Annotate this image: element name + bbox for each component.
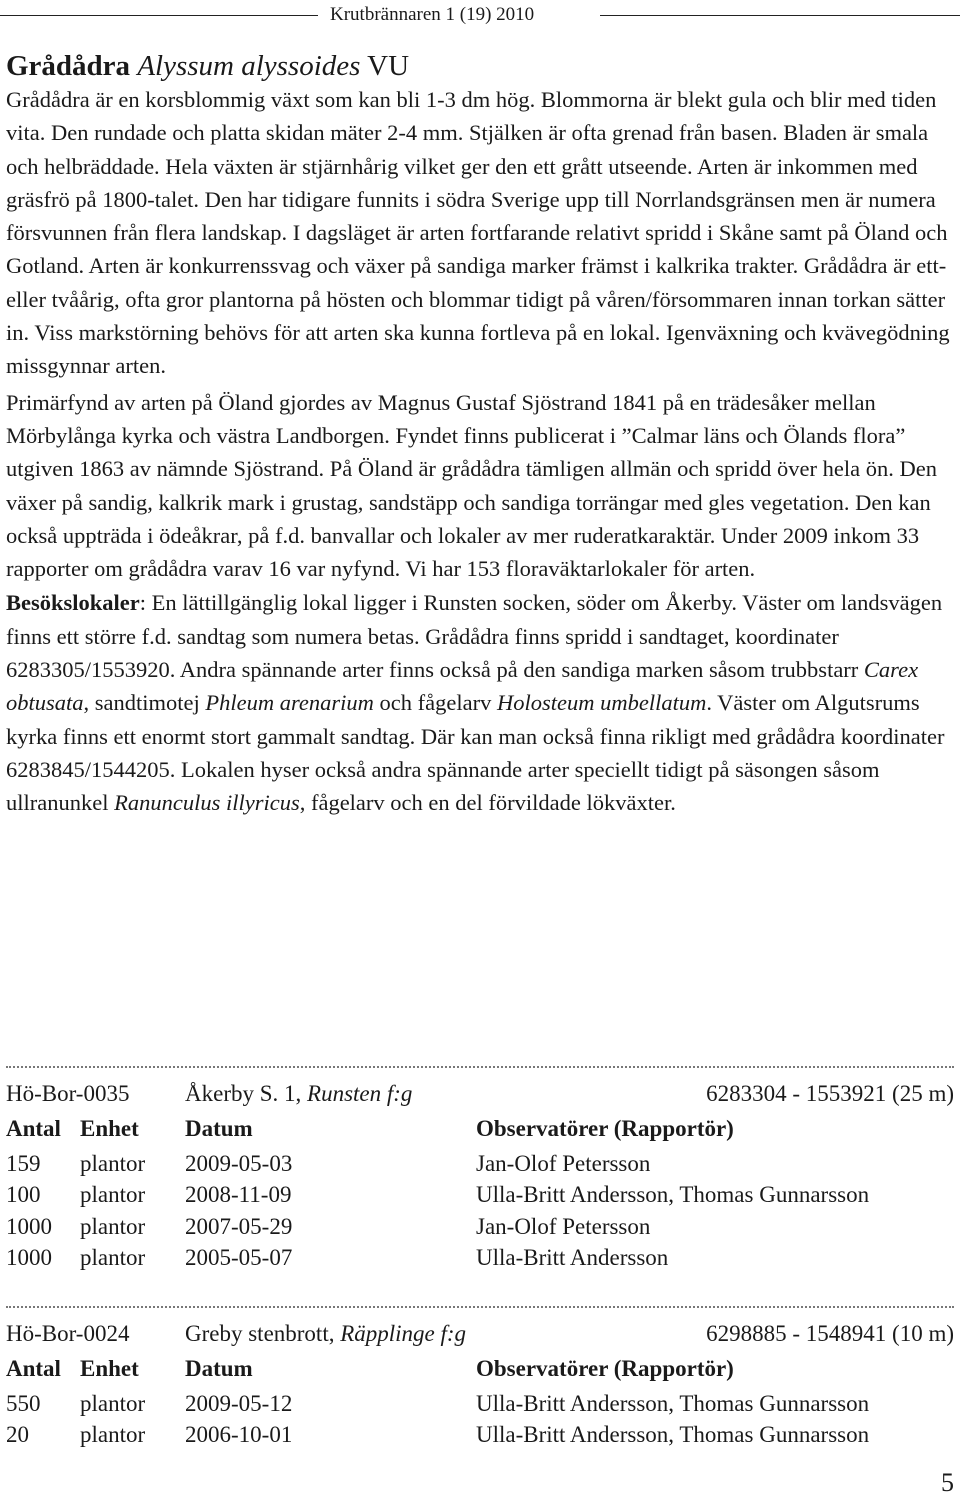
col-header-datum: Datum xyxy=(185,1355,253,1381)
table-row xyxy=(6,1148,954,1180)
site-place: Greby stenbrott, xyxy=(185,1321,341,1346)
table-row xyxy=(6,1419,954,1451)
section-divider xyxy=(6,1066,954,1068)
cell-datum: 2007-05-29 xyxy=(185,1213,293,1239)
cell-datum: 2008-11-09 xyxy=(185,1182,292,1207)
visit-text: : En lättillgänglig lokal ligger i Runsten socken, söder om Åkerby. Väster om landsvägen finns ett större f.d. sandtag som numera betas. Grådådra finns spridd i sandtaget, koordinater 6283305/1553920. Andra spännande arter finns också på den sandiga marken såsom trubbstarr xyxy=(6,590,943,683)
cell-observers: Ulla-Britt Andersson, Thomas Gunnarsson xyxy=(476,1422,870,1447)
species-heading xyxy=(6,49,954,83)
site-parish: Räpplinge f:g xyxy=(340,1321,467,1346)
header-rule-right xyxy=(600,15,960,16)
table-row xyxy=(6,1179,954,1211)
running-header xyxy=(0,2,960,30)
site-parish: Runsten f:g xyxy=(307,1081,413,1106)
site-id: Hö-Bor-0024 xyxy=(6,1321,130,1346)
visit-paragraph xyxy=(6,586,954,819)
site-header-row xyxy=(6,1078,954,1110)
site-table xyxy=(6,1318,954,1451)
cell-observers: Jan-Olof Petersson xyxy=(476,1150,651,1176)
section-divider xyxy=(6,1306,954,1308)
col-header-antal: Antal xyxy=(6,1115,61,1141)
history-paragraph: Primärfynd av arten på Öland gjordes av Magnus Gustaf Sjöstrand 1841 på en trädesåker mellan Mörbylånga kyrka och västra Landborgen. Fyndet finns publicerat i ”Calmar läns och Ölands flora” utgiven 1863 av nämnde Sjöstrand. På Öland är grådådra tämligen allmän och spridd över hela ön. Den växer på sandig, kalkrik mark i grustag, sandstäpp och sandiga torrängar med gles vegetation. Den kan också uppträda i ödeåkrar, på f.d. banvallar och lokaler av mer ruderatkaraktär. Under 2009 inkom 33 rapporter om grådådra varav 16 var nyfynd. Vi har 153 floraväktarlokaler för arten. xyxy=(6,389,937,582)
cell-antal: 1000 xyxy=(6,1213,52,1239)
species-common-name: Grådådra xyxy=(6,50,131,82)
page-number: 5 xyxy=(941,1468,954,1497)
cell-antal: 1000 xyxy=(6,1245,52,1270)
table-row xyxy=(6,1211,954,1243)
cell-enhet: plantor xyxy=(80,1390,146,1416)
col-header-observers: Observatörer (Rapportör) xyxy=(476,1115,734,1141)
cell-enhet: plantor xyxy=(80,1245,146,1270)
site-coordinates: 6298885 - 1548941 (10 m) xyxy=(706,1321,954,1346)
cell-enhet: plantor xyxy=(80,1182,146,1207)
journal-title: Krutbrännaren 1 (19) 2010 xyxy=(330,4,535,25)
cell-observers: Ulla-Britt Andersson, Thomas Gunnarsson xyxy=(476,1182,870,1207)
col-header-datum: Datum xyxy=(185,1115,253,1141)
article-body xyxy=(6,49,954,820)
cell-antal: 159 xyxy=(6,1150,41,1176)
visit-text: , sandtimotej xyxy=(83,690,206,716)
cell-datum: 2009-05-03 xyxy=(185,1150,293,1176)
table-row xyxy=(6,1242,954,1274)
cell-observers: Ulla-Britt Andersson xyxy=(476,1245,669,1270)
table-header-row xyxy=(6,1350,954,1388)
table-row xyxy=(6,1388,954,1420)
cell-enhet: plantor xyxy=(80,1213,146,1239)
cell-datum: 2005-05-07 xyxy=(185,1245,293,1270)
site-place: Åkerby S. 1, xyxy=(185,1081,308,1106)
col-header-enhet: Enhet xyxy=(80,1355,139,1381)
cell-observers: Ulla-Britt Andersson, Thomas Gunnarsson xyxy=(476,1390,870,1416)
cell-antal: 100 xyxy=(6,1182,41,1207)
species-latin-ref: Holosteum umbellatum xyxy=(496,690,707,716)
species-latin-ref: Ranunculus illyricus xyxy=(114,790,300,816)
cell-datum: 2006-10-01 xyxy=(185,1422,293,1447)
species-latin-ref: Carex obtusata xyxy=(6,657,919,716)
visit-text: och fågelarv xyxy=(373,690,497,716)
site-id: Hö-Bor-0035 xyxy=(6,1081,130,1106)
col-header-antal: Antal xyxy=(6,1355,61,1381)
table-header-row xyxy=(6,1110,954,1148)
site-header-row xyxy=(6,1318,954,1350)
site-table xyxy=(6,1078,954,1274)
header-rule-left xyxy=(0,15,318,16)
visit-text: , fågelarv och en del förvildade lökväxter. xyxy=(299,790,676,816)
visit-label: Besökslokaler xyxy=(6,590,140,616)
col-header-observers: Observatörer (Rapportör) xyxy=(476,1355,734,1381)
description-paragraph: Grådådra är en korsblommig växt som kan bli 1-3 dm hög. Blommorna är blekt gula och blir med tiden vita. Den rundade och platta skidan mäter 2-4 mm. Stjälken är ofta grenad från basen. Bladen är smala och helbräddade. Hela växten är stjärnhårig vilket ger den ett grått utseende. Arten är inkommen med gräsfrö på 1800-talet. Den har tidigare funnits i södra Sverige upp till Norrlandsgränsen men är numera försvunnen från flera landskap. I dagsläget är arten fortfarande relativt spridd i Skåne samt på Öland och Gotland. Arten är konkurrenssvag och växer på sandiga marker främst i kalkrika trakter. Grådådra är ett- eller tvåårig, ofta gror plantorna på hösten och blommar tidigt på våren/försommaren innan torkan sätter in. Viss markstörning behövs för att arten ska kunna fortleva på en lokal. Igenväxning och kvävegödning missgynnar arten. xyxy=(6,87,950,379)
species-latin-ref: Phleum arenarium xyxy=(205,690,374,716)
visit-text: . Väster om Algutsrums kyrka finns ett enormt stort gammalt sandtag. Där kan man också finna rikligt med grådådra koordinater 6283845/1544205. Lokalen hyser också andra spännande arter speciellt tidigt på säsongen såsom ullranunkel xyxy=(6,690,945,816)
cell-datum: 2009-05-12 xyxy=(185,1390,293,1416)
site-coordinates: 6283304 - 1553921 (25 m) xyxy=(706,1081,954,1106)
col-header-enhet: Enhet xyxy=(80,1115,139,1141)
redlist-status: VU xyxy=(367,50,410,82)
cell-enhet: plantor xyxy=(80,1150,146,1176)
cell-observers: Jan-Olof Petersson xyxy=(476,1213,651,1239)
species-latin-name: Alyssum alyssoides xyxy=(137,50,361,82)
cell-enhet: plantor xyxy=(80,1422,146,1447)
cell-antal: 550 xyxy=(6,1390,41,1416)
cell-antal: 20 xyxy=(6,1422,29,1447)
